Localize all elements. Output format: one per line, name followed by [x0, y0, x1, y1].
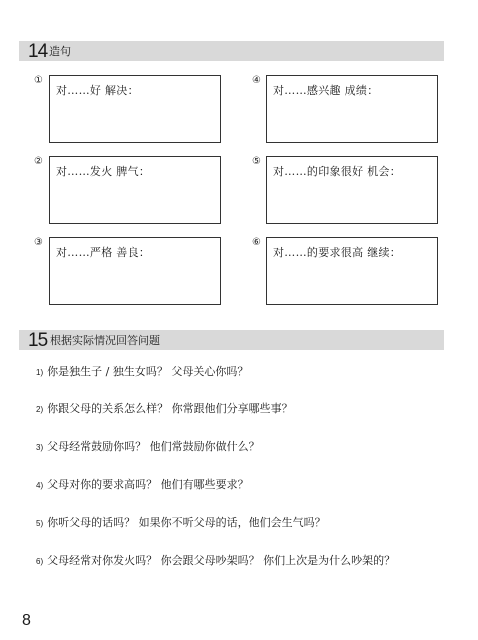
section-15-title: 根据实际情况回答问题 — [50, 334, 160, 347]
sentence-prompt-3: 对……严格 善良： — [56, 246, 151, 259]
question-number-6: 6) — [36, 557, 44, 566]
page-number: 8 — [22, 612, 31, 629]
question-1 — [36, 365, 248, 380]
question-6 — [36, 554, 395, 569]
sentence-marker-4: ④ — [252, 75, 261, 86]
sentence-marker-1: ① — [34, 75, 43, 86]
sentence-box-3[interactable] — [49, 237, 221, 305]
question-4 — [36, 478, 249, 493]
sentence-prompt-4: 对……感兴趣 成绩： — [273, 84, 379, 97]
question-2 — [36, 402, 293, 417]
question-3 — [36, 440, 260, 455]
question-number-1: 1) — [36, 368, 44, 377]
question-number-3: 3) — [36, 443, 44, 452]
sentence-prompt-2: 对……发火 脾气： — [56, 165, 151, 178]
question-text-4: 父母对你的要求高吗？ 他们有哪些要求？ — [47, 478, 249, 491]
question-number-4: 4) — [36, 481, 44, 490]
section-14-header — [12, 41, 444, 61]
section-15-header — [12, 330, 444, 350]
sentence-marker-5: ⑤ — [252, 156, 261, 167]
question-5 — [36, 516, 326, 531]
sentence-marker-3: ③ — [34, 237, 43, 248]
question-text-5: 你听父母的话吗？ 如果你不听父母的话，他们会生气吗？ — [47, 516, 326, 529]
question-text-6: 父母经常对你发火吗？ 你会跟父母吵架吗？ 你们上次是为什么吵架的？ — [47, 554, 396, 567]
sentence-box-5[interactable] — [266, 156, 438, 224]
sentence-box-4[interactable] — [266, 75, 438, 143]
question-text-3: 父母经常鼓励你吗？ 他们常鼓励你做什么？ — [47, 440, 260, 453]
section-14-title: 造句 — [49, 45, 71, 58]
sentence-box-6[interactable] — [266, 237, 438, 305]
question-number-2: 2) — [36, 405, 44, 414]
sentence-marker-6: ⑥ — [252, 237, 261, 248]
question-number-5: 5) — [36, 519, 44, 528]
question-text-1: 你是独生子 / 独生女吗？ 父母关心你吗？ — [47, 365, 249, 378]
sentence-box-2[interactable] — [49, 156, 221, 224]
sentence-prompt-1: 对……好 解决： — [56, 84, 139, 97]
sentence-box-1[interactable] — [49, 75, 221, 143]
question-text-2: 你跟父母的关系怎么样？ 你常跟他们分享哪些事？ — [47, 402, 293, 415]
sentence-prompt-6: 对……的要求很高 继续： — [273, 246, 402, 259]
section-15-number: 15 — [28, 330, 48, 351]
sentence-marker-2: ② — [34, 156, 43, 167]
section-14-number: 14 — [28, 41, 48, 62]
sentence-prompt-5: 对……的印象很好 机会： — [273, 165, 402, 178]
